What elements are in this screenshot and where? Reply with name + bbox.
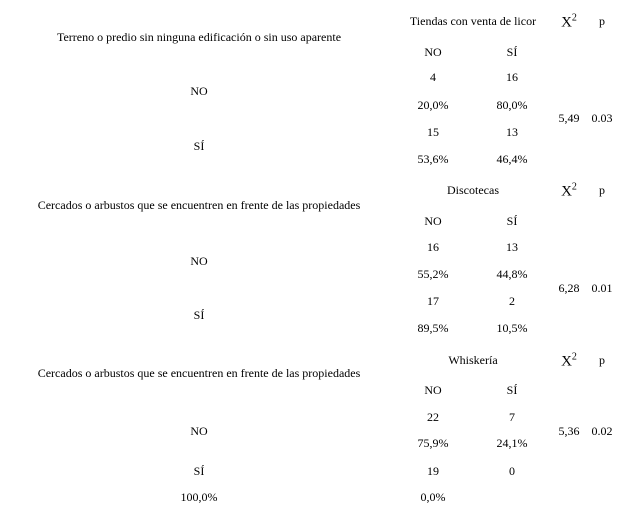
count-cell: 19: [427, 464, 439, 478]
chi-square-header: $X^2$: [561, 181, 577, 200]
p-value: 0.01: [591, 281, 613, 295]
percent-cell: 20,0%: [417, 98, 449, 112]
percent-cell: 100,0%: [180, 490, 218, 504]
count-cell: 22: [427, 410, 439, 424]
variable-label: Terreno o predio sin ninguna edificación o sin uso aparente: [56, 30, 342, 44]
row-label: NO: [190, 254, 208, 268]
p-value: 0.03: [591, 111, 613, 125]
outcome-header: Whiskería: [448, 353, 498, 367]
count-cell: 13: [506, 240, 518, 254]
count-cell: 16: [427, 240, 439, 254]
column-si-header: SÍ: [506, 214, 518, 228]
count-cell: 15: [427, 125, 439, 139]
chi-square-value: 5,36: [558, 424, 580, 438]
outcome-header: Tiendas con venta de licor: [409, 14, 537, 28]
row-label: NO: [190, 424, 208, 438]
percent-cell: 55,2%: [417, 267, 449, 281]
count-cell: 17: [427, 294, 439, 308]
count-cell: 16: [506, 70, 518, 84]
row-label: SÍ: [193, 308, 205, 322]
count-cell: 7: [509, 410, 515, 424]
count-cell: 13: [506, 125, 518, 139]
column-no-header: NO: [424, 45, 442, 59]
chi-square-value: 6,28: [558, 281, 580, 295]
column-si-header: SÍ: [506, 45, 518, 59]
percent-cell: 80,0%: [496, 98, 528, 112]
count-cell: 4: [430, 70, 436, 84]
row-label: SÍ: [193, 139, 205, 153]
percent-cell: 46,4%: [496, 152, 528, 166]
outcome-header: Discotecas: [447, 183, 499, 197]
p-header: p: [599, 353, 605, 367]
column-no-header: NO: [424, 214, 442, 228]
percent-cell: 44,8%: [496, 267, 528, 281]
percent-cell: 89,5%: [417, 321, 449, 335]
row-label: SÍ: [193, 464, 205, 478]
percent-cell: 10,5%: [496, 321, 528, 335]
count-cell: 0: [509, 464, 515, 478]
p-value: 0.02: [591, 424, 613, 438]
column-si-header: SÍ: [506, 383, 518, 397]
chi-square-header: $X^2$: [561, 351, 577, 370]
count-cell: 2: [509, 294, 515, 308]
variable-label: Cercados o arbustos que se encuentren en frente de las propiedades: [37, 198, 361, 212]
percent-cell: 75,9%: [417, 436, 449, 450]
chi-square-header: $X^2$: [561, 12, 577, 31]
variable-label: Cercados o arbustos que se encuentren en frente de las propiedades: [37, 366, 361, 380]
p-header: p: [599, 14, 605, 28]
chi-square-value: 5,49: [558, 111, 580, 125]
percent-cell: 24,1%: [496, 436, 528, 450]
column-no-header: NO: [424, 383, 442, 397]
row-label: NO: [190, 84, 208, 98]
percent-cell: 53,6%: [417, 152, 449, 166]
p-header: p: [599, 183, 605, 197]
percent-cell: 0,0%: [420, 490, 446, 504]
